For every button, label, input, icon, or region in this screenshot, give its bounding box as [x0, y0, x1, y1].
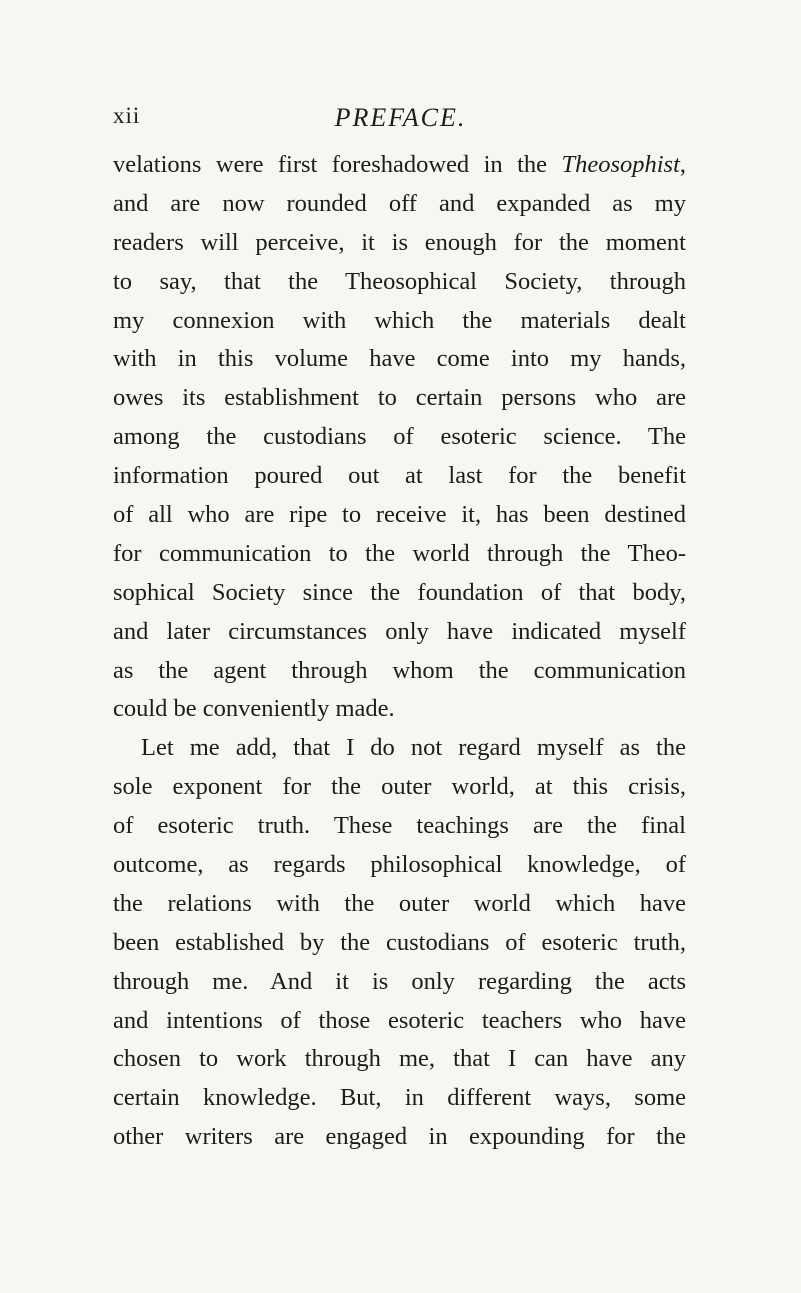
text-line-8: among the custodians of esoteric science. The	[113, 423, 686, 451]
text-line-5: my connexion with which the materials dealt	[113, 306, 686, 334]
text-line-1	[113, 146, 686, 185]
text-line-13: and later circumstances only have indicated myself	[113, 617, 686, 645]
text-line-14: as the agent through whom the communication	[113, 656, 686, 684]
text-line-19: outcome, as regards philosophical knowledge, of	[113, 851, 686, 879]
text-line-2: and are now rounded off and expanded as my	[113, 189, 686, 217]
text-line-17: sole exponent for the outer world, at this crisis,	[113, 773, 686, 801]
text-line-20: the relations with the outer world which have	[113, 889, 686, 917]
text-line-15: could be conveniently made.	[113, 695, 395, 723]
text-line-24: chosen to work through me, that I can have any	[113, 1045, 686, 1073]
italic-title-theosophist: Theosophist	[561, 151, 680, 178]
text-line-9: information poured out at last for the benefit	[113, 462, 686, 490]
text-line-1-end: ,	[679, 151, 686, 178]
text-line-6: with in this volume have come into my hands,	[113, 345, 686, 373]
text-line-10: of all who are ripe to receive it, has been destined	[113, 501, 686, 529]
text-line-21: been established by the custodians of esoteric truth,	[113, 928, 686, 956]
body-text	[113, 146, 686, 1157]
text-line-23: and intentions of those esoteric teachers who have	[113, 1006, 686, 1034]
page-number: xii	[113, 103, 141, 128]
page-header	[0, 103, 801, 143]
text-line-1-start: velations were first foreshadowed in the	[113, 151, 562, 178]
text-line-25: certain knowledge. But, in different ways, some	[113, 1084, 686, 1112]
text-line-12: sophical Society since the foundation of that body,	[113, 578, 686, 606]
text-line-18: of esoteric truth. These teachings are the final	[113, 812, 686, 840]
text-line-22: through me. And it is only regarding the acts	[113, 967, 686, 995]
text-line-7: owes its establishment to certain persons who are	[113, 384, 686, 412]
running-head: PREFACE.	[334, 103, 467, 132]
text-line-3: readers will perceive, it is enough for the moment	[113, 228, 686, 256]
text-line-11: for communication to the world through the Theo-	[113, 539, 686, 567]
text-line-4: to say, that the Theosophical Society, through	[113, 267, 686, 295]
text-line-26: other writers are engaged in expounding for the	[113, 1123, 686, 1151]
text-line-16: Let me add, that I do not regard myself as the	[141, 734, 686, 762]
